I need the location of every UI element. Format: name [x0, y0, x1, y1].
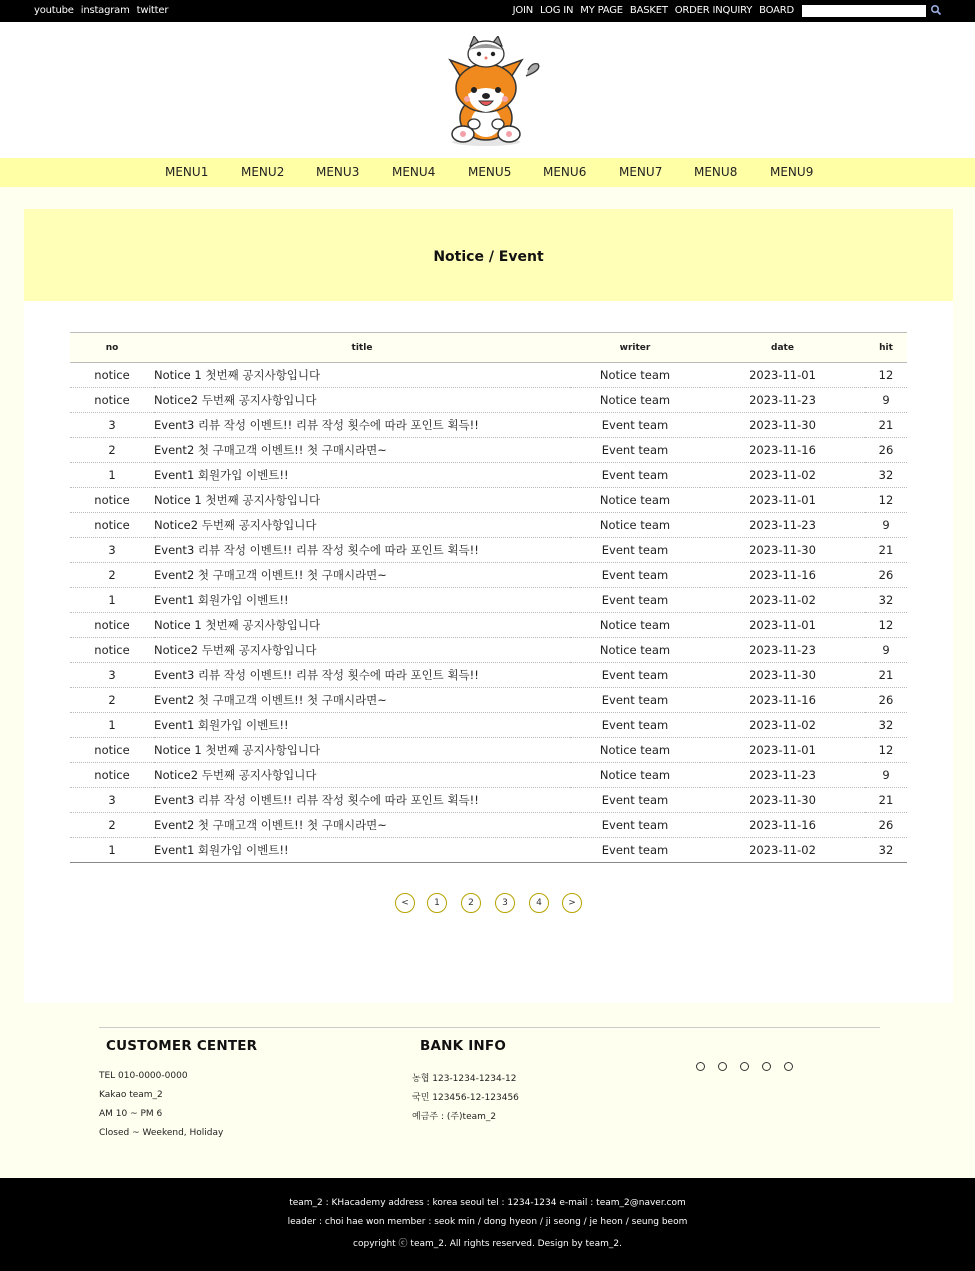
social-links — [34, 5, 168, 16]
row-hit: 26 — [878, 568, 894, 582]
row-date: 2023-11-16 — [749, 818, 816, 832]
page-header-banner — [24, 209, 953, 301]
table-row[interactable] — [70, 463, 907, 488]
row-title[interactable]: Notice2 두번째 공지사항입니다 — [154, 643, 317, 657]
menu-item-3[interactable]: MENU3 — [316, 165, 360, 179]
bottom-footer — [0, 1178, 975, 1271]
login-link[interactable]: LOG IN — [540, 5, 574, 16]
menu-item-2[interactable]: MENU2 — [241, 165, 285, 179]
row-title[interactable]: Notice 1 첫번째 공지사항입니다 — [154, 368, 321, 382]
row-hit: 9 — [882, 643, 890, 657]
row-date: 2023-11-23 — [749, 768, 816, 782]
menu-item-4[interactable]: MENU4 — [392, 165, 436, 179]
footer-copyright: copyright ⓒ team_2. All rights reserved. Design by team_2. — [353, 1239, 622, 1249]
row-writer: Event team — [601, 843, 669, 857]
table-row[interactable] — [70, 688, 907, 713]
row-title[interactable]: Event1 회원가입 이벤트!! — [154, 843, 289, 857]
page-1-button[interactable]: 1 — [427, 893, 447, 913]
menu-item-5[interactable]: MENU5 — [468, 165, 512, 179]
next-page-button[interactable]: > — [562, 893, 582, 913]
row-date: 2023-11-02 — [749, 843, 816, 857]
table-body — [70, 363, 907, 863]
circle-icon[interactable] — [696, 1062, 705, 1071]
row-date: 2023-11-02 — [749, 468, 816, 482]
row-hit: 21 — [878, 418, 894, 432]
row-no: notice — [94, 743, 130, 757]
row-writer: Notice team — [599, 493, 671, 507]
mascot-logo[interactable] — [436, 36, 546, 148]
row-writer: Notice team — [599, 743, 671, 757]
row-date: 2023-11-23 — [749, 393, 816, 407]
row-title[interactable]: Event1 회원가입 이벤트!! — [154, 468, 289, 482]
row-no: 2 — [108, 443, 116, 457]
row-date: 2023-11-30 — [749, 418, 816, 432]
table-row[interactable] — [70, 813, 907, 838]
table-row[interactable] — [70, 713, 907, 738]
row-date: 2023-11-30 — [749, 668, 816, 682]
row-date: 2023-11-23 — [749, 643, 816, 657]
basket-link[interactable]: BASKET — [629, 5, 668, 16]
row-no: notice — [94, 618, 130, 632]
header-date: date — [771, 342, 794, 353]
row-title[interactable]: Event2 첫 구매고객 이벤트!! 첫 구매시라면~ — [154, 568, 387, 582]
bank-info-holder: 예금주 : (주)team_2 — [412, 1112, 497, 1122]
row-date: 2023-11-01 — [749, 493, 816, 507]
top-bar — [0, 0, 975, 22]
row-writer: Event team — [601, 568, 669, 582]
footer-info — [99, 1027, 880, 1157]
row-title[interactable]: Notice 1 첫번째 공지사항입니다 — [154, 743, 321, 757]
row-no: notice — [94, 493, 130, 507]
row-hit: 26 — [878, 818, 894, 832]
table-row[interactable] — [70, 638, 907, 663]
row-no: 1 — [108, 843, 116, 857]
header-no: no — [105, 342, 119, 353]
row-writer: Event team — [601, 668, 669, 682]
row-title[interactable]: Notice2 두번째 공지사항입니다 — [154, 393, 317, 407]
row-no: 3 — [108, 418, 116, 432]
table-row[interactable] — [70, 538, 907, 563]
row-writer: Event team — [601, 793, 669, 807]
circle-icon[interactable] — [718, 1062, 727, 1071]
table-row[interactable] — [70, 513, 907, 538]
row-date: 2023-11-02 — [749, 718, 816, 732]
row-writer: Notice team — [599, 518, 671, 532]
table-row[interactable] — [70, 588, 907, 613]
row-hit: 32 — [878, 843, 894, 857]
row-no: 3 — [108, 668, 116, 682]
table-row[interactable] — [70, 838, 907, 863]
table-row[interactable] — [70, 663, 907, 688]
row-title[interactable]: Notice 1 첫번째 공지사항입니다 — [154, 493, 321, 507]
main-menu — [0, 158, 975, 187]
board-content — [24, 301, 953, 1003]
row-hit: 21 — [878, 793, 894, 807]
table-row[interactable] — [70, 363, 907, 388]
row-title[interactable]: Event3 리뷰 작성 이벤트!! 리뷰 작성 횟수에 따라 포인트 획득!! — [154, 668, 479, 682]
row-writer: Notice team — [599, 618, 671, 632]
row-hit: 12 — [878, 493, 894, 507]
row-hit: 26 — [878, 693, 894, 707]
customer-center-closed: Closed ~ Weekend, Holiday — [99, 1128, 224, 1138]
join-link[interactable]: JOIN — [512, 5, 534, 16]
row-hit: 12 — [878, 743, 894, 757]
row-date: 2023-11-16 — [749, 693, 816, 707]
circle-icon[interactable] — [740, 1062, 749, 1071]
row-no: notice — [94, 518, 130, 532]
row-no: 3 — [108, 543, 116, 557]
row-hit: 12 — [878, 368, 894, 382]
row-writer: Notice team — [599, 393, 671, 407]
row-writer: Event team — [601, 543, 669, 557]
footer-company-line: team_2 : KHacademy address : korea seoul tel : 1234-1234 e-mail : team_2@naver.com — [289, 1198, 686, 1208]
table-row[interactable] — [70, 738, 907, 763]
row-hit: 26 — [878, 443, 894, 457]
row-date: 2023-11-02 — [749, 593, 816, 607]
table-row[interactable] — [70, 763, 907, 788]
row-date: 2023-11-16 — [749, 568, 816, 582]
table-row[interactable] — [70, 413, 907, 438]
row-date: 2023-11-30 — [749, 793, 816, 807]
row-title[interactable]: Event1 회원가입 이벤트!! — [154, 593, 289, 607]
search-input[interactable] — [802, 5, 926, 17]
row-no: 3 — [108, 793, 116, 807]
row-title[interactable]: Event2 첫 구매고객 이벤트!! 첫 구매시라면~ — [154, 818, 387, 832]
table-row[interactable] — [70, 488, 907, 513]
row-title[interactable]: Notice 1 첫번째 공지사항입니다 — [154, 618, 321, 632]
row-writer: Notice team — [599, 368, 671, 382]
menu-item-6[interactable]: MENU6 — [543, 165, 587, 179]
page-title: Notice / Event — [433, 249, 544, 265]
row-writer: Event team — [601, 443, 669, 457]
row-title[interactable]: Event3 리뷰 작성 이벤트!! 리뷰 작성 횟수에 따라 포인트 획득!! — [154, 793, 479, 807]
row-date: 2023-11-01 — [749, 618, 816, 632]
row-title[interactable]: Event3 리뷰 작성 이벤트!! 리뷰 작성 횟수에 따라 포인트 획득!! — [154, 543, 479, 557]
row-writer: Event team — [601, 418, 669, 432]
menu-item-7[interactable]: MENU7 — [619, 165, 663, 179]
account-nav — [513, 5, 794, 16]
row-hit: 21 — [878, 668, 894, 682]
table-row[interactable] — [70, 438, 907, 463]
row-title[interactable]: Event1 회원가입 이벤트!! — [154, 718, 289, 732]
customer-center-title: CUSTOMER CENTER — [106, 1038, 258, 1054]
row-writer: Event team — [601, 818, 669, 832]
bank-info-nonghyup: 농협 123-1234-1234-12 — [412, 1074, 517, 1084]
table-row[interactable] — [70, 788, 907, 813]
row-no: 2 — [108, 568, 116, 582]
order-inquiry-link[interactable]: ORDER INQUIRY — [674, 5, 753, 16]
table-row[interactable] — [70, 613, 907, 638]
footer-members-line: leader : choi hae won member : seok min / dong hyeon / ji seong / je heon / seung beom — [287, 1217, 688, 1227]
customer-center-kakao: Kakao team_2 — [99, 1090, 163, 1100]
row-no: notice — [94, 768, 130, 782]
row-no: 2 — [108, 693, 116, 707]
row-title[interactable]: Notice2 두번째 공지사항입니다 — [154, 768, 317, 782]
page-2-button[interactable]: 2 — [461, 893, 481, 913]
row-title[interactable]: Event2 첫 구매고객 이벤트!! 첫 구매시라면~ — [154, 443, 387, 457]
row-no: 1 — [108, 593, 116, 607]
menu-item-8[interactable]: MENU8 — [694, 165, 738, 179]
row-hit: 32 — [878, 718, 894, 732]
row-date: 2023-11-01 — [749, 743, 816, 757]
row-hit: 9 — [882, 768, 890, 782]
table-row[interactable] — [70, 563, 907, 588]
row-date: 2023-11-16 — [749, 443, 816, 457]
row-no: notice — [94, 393, 130, 407]
row-title[interactable]: Event2 첫 구매고객 이벤트!! 첫 구매시라면~ — [154, 693, 387, 707]
page-4-button[interactable]: 4 — [529, 893, 549, 913]
social-circle-icons — [696, 1062, 793, 1071]
row-writer: Event team — [601, 718, 669, 732]
circle-icon[interactable] — [762, 1062, 771, 1071]
page-3-button[interactable]: 3 — [495, 893, 515, 913]
row-hit: 9 — [882, 393, 890, 407]
row-writer: Notice team — [599, 643, 671, 657]
row-writer: Event team — [601, 693, 669, 707]
header-writer: writer — [619, 342, 651, 353]
row-no: notice — [94, 643, 130, 657]
customer-center-hours: AM 10 ~ PM 6 — [99, 1109, 163, 1119]
bank-info-kookmin: 국민 123456-12-123456 — [412, 1093, 519, 1103]
row-no: 1 — [108, 718, 116, 732]
row-hit: 21 — [878, 543, 894, 557]
row-hit: 9 — [882, 518, 890, 532]
twitter-link[interactable]: twitter — [136, 5, 169, 16]
row-hit: 32 — [878, 593, 894, 607]
row-no: notice — [94, 368, 130, 382]
customer-center-tel: TEL 010-0000-0000 — [99, 1071, 188, 1081]
row-hit: 32 — [878, 468, 894, 482]
row-hit: 12 — [878, 618, 894, 632]
header-title: title — [351, 342, 373, 353]
row-no: 1 — [108, 468, 116, 482]
header-hit: hit — [879, 342, 893, 353]
menu-item-9[interactable]: MENU9 — [770, 165, 814, 179]
menu-item-1[interactable]: MENU1 — [165, 165, 209, 179]
table-row[interactable] — [70, 388, 907, 413]
logo-area — [0, 22, 975, 158]
row-writer: Notice team — [599, 768, 671, 782]
prev-page-button[interactable]: < — [395, 893, 415, 913]
row-writer: Event team — [601, 593, 669, 607]
mypage-link[interactable]: MY PAGE — [580, 5, 623, 16]
row-title[interactable]: Notice2 두번째 공지사항입니다 — [154, 518, 317, 532]
search-icon[interactable] — [930, 4, 942, 16]
row-no: 2 — [108, 818, 116, 832]
youtube-link[interactable]: youtube — [34, 5, 74, 16]
board-link[interactable]: BOARD — [759, 5, 794, 16]
circle-icon[interactable] — [784, 1062, 793, 1071]
row-title[interactable]: Event3 리뷰 작성 이벤트!! 리뷰 작성 횟수에 따라 포인트 획득!! — [154, 418, 479, 432]
row-writer: Event team — [601, 468, 669, 482]
pagination — [24, 893, 953, 915]
row-date: 2023-11-23 — [749, 518, 816, 532]
row-date: 2023-11-30 — [749, 543, 816, 557]
row-date: 2023-11-01 — [749, 368, 816, 382]
board-table — [70, 332, 907, 863]
instagram-link[interactable]: instagram — [80, 5, 130, 16]
bank-info-title: BANK INFO — [420, 1038, 507, 1054]
table-header-row — [70, 333, 907, 363]
